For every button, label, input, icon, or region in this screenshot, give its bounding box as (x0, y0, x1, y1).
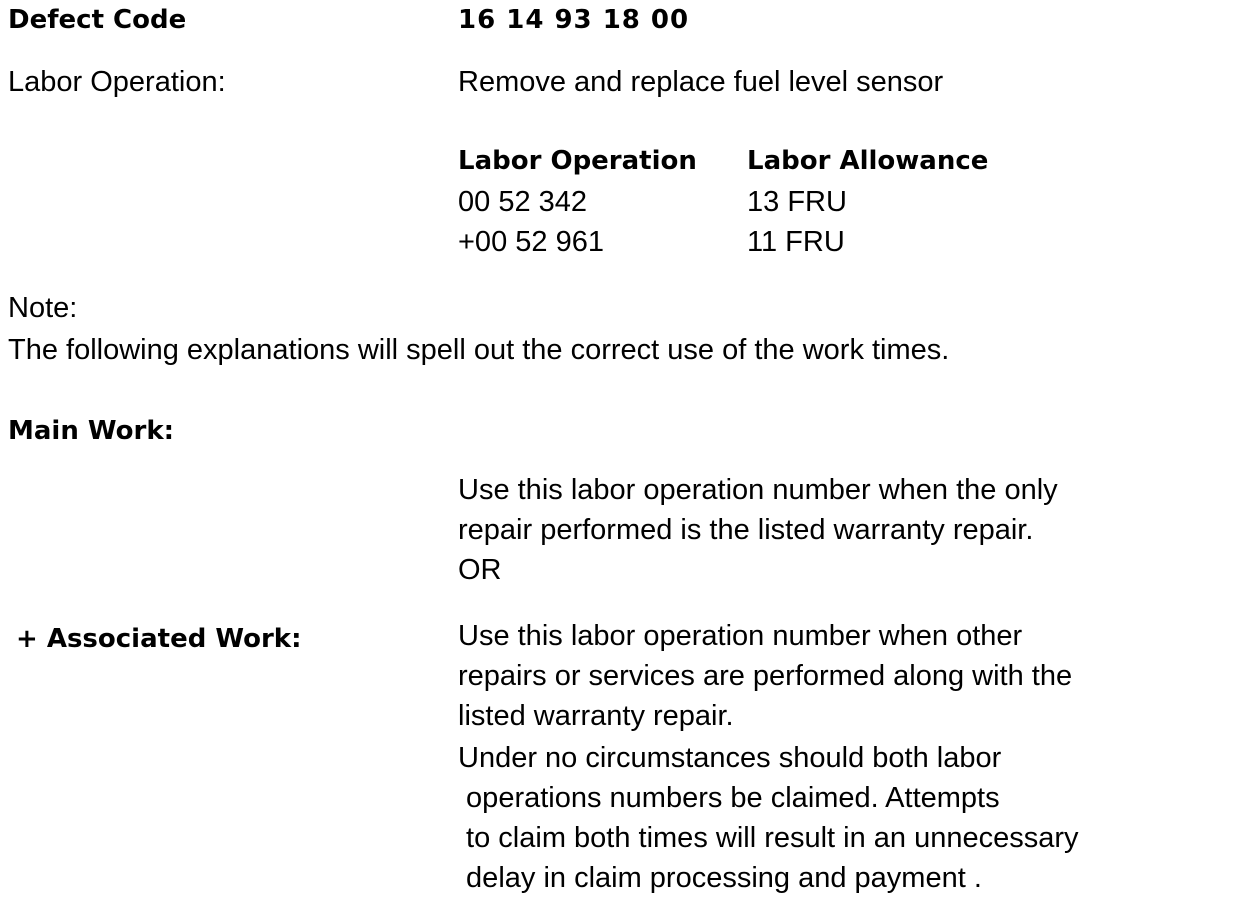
associated-work-line: repairs or services are performed along with the (458, 660, 1073, 692)
note-label: Note: (8, 292, 78, 324)
associated-work-label: + Associated Work: (16, 624, 302, 654)
associated-work-line: operations numbers be claimed. Attempts (458, 782, 1000, 814)
main-work-description (458, 470, 1058, 590)
table-cell-operation: +00 52 961 (458, 226, 604, 258)
associated-work-line: Use this labor operation number when other (458, 620, 1023, 652)
associated-work-line: listed warranty repair. (458, 700, 734, 732)
table-cell-allowance: 13 FRU (747, 186, 847, 218)
main-work-line: repair performed is the listed warranty repair. (458, 514, 1034, 546)
labor-operation-value: Remove and replace fuel level sensor (458, 66, 944, 98)
main-work-label: Main Work: (8, 416, 175, 446)
associated-work-line: delay in claim processing and payment . (458, 862, 982, 894)
table-header-labor-allowance: Labor Allowance (747, 146, 989, 176)
main-work-line: Use this labor operation number when the only (458, 474, 1058, 506)
table-header-labor-operation: Labor Operation (458, 146, 697, 176)
defect-code-label: Defect Code (8, 5, 187, 35)
associated-work-description (458, 616, 1079, 898)
associated-work-line: to claim both times will result in an unnecessary (458, 822, 1079, 854)
defect-code-value: 16 14 93 18 00 (458, 5, 690, 35)
labor-operation-label: Labor Operation: (8, 66, 226, 98)
table-cell-allowance: 11 FRU (747, 226, 845, 258)
main-work-line: OR (458, 554, 502, 586)
associated-work-line: Under no circumstances should both labor (458, 742, 1002, 774)
table-cell-operation: 00 52 342 (458, 186, 588, 218)
note-text: The following explanations will spell out the correct use of the work times. (8, 334, 950, 366)
